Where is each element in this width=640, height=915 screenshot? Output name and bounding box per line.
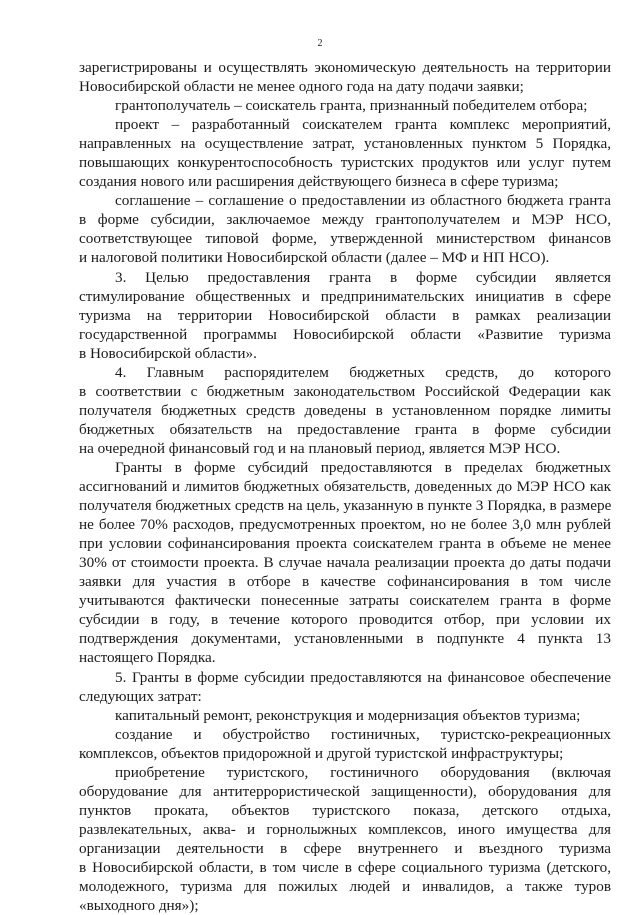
text-line: в форме субсидии, заключаемое между грантополучателем и МЭР НСО, (79, 211, 611, 229)
document-body (79, 58, 611, 915)
text-line: создания нового или расширения действующего бизнеса в сфере туризма; (79, 173, 559, 191)
text-line: и налоговой политики Новосибирской области (далее – МФ и НП НСО). (79, 249, 550, 267)
text-line: «выходного дня»); (79, 897, 199, 915)
text-line: соответствующее типовой форме, утвержденной министерством финансов (79, 230, 611, 248)
text-line: государственной программы Новосибирской области «Развитие туризма (79, 325, 611, 343)
text-line: бюджетных обязательств на предоставление гранта в форме субсидии (79, 420, 611, 438)
text-line: ассигнований и лимитов бюджетных обязательств, доведенных до МЭР НСО как (79, 478, 611, 496)
text-line: комплексов, объектов придорожной и другой туристской инфраструктуры; (79, 744, 564, 762)
text-line: 3. Целью предоставления гранта в форме субсидии является (115, 268, 611, 286)
text-line: получателя бюджетных средств доведены в установленном порядке лимиты (79, 401, 611, 419)
text-line: не более 70% расходов, предусмотренных проектом, но не более 3,0 млн рублей (79, 516, 611, 534)
text-line: 4. Главным распорядителем бюджетных средств, до которого (115, 363, 611, 381)
text-line: повышающих конкурентоспособность туристских продуктов или услуг путем (79, 154, 611, 172)
text-line: Гранты в форме субсидий предоставляются в пределах бюджетных (115, 458, 611, 476)
text-line: 30% от стоимости проекта. В случае начала реализации проекта до даты подачи (79, 554, 611, 572)
text-line: учитываются фактически понесенные затраты соискателем гранта в форме (79, 592, 611, 610)
text-line: настоящего Порядка. (79, 649, 216, 667)
text-line: организации деятельности в сфере внутреннего и въездного туризма (79, 839, 611, 857)
text-line: подтверждения документами, установленными в подпункте 4 пункта 13 (79, 630, 611, 648)
text-line: 5. Гранты в форме субсидии предоставляются на финансовое обеспечение (115, 668, 611, 686)
text-line: зарегистрированы и осуществлять экономическую деятельность на территории (79, 59, 611, 76)
text-line: на очередной финансовый год и на плановый период, является МЭР НСО. (79, 439, 561, 457)
text-line: направленных на осуществление затрат, установленных пунктом 5 Порядка, (79, 135, 611, 153)
text-line: грантополучатель – соискатель гранта, признанный победителем отбора; (115, 97, 588, 115)
text-line: Новосибирской области не менее одного года на дату подачи заявки; (79, 78, 524, 96)
text-line: субсидии в году, в течение которого проводится отбор, при условии их (79, 611, 611, 629)
text-line: пунктов проката, объектов туристского показа, детского отдыха, (79, 801, 611, 819)
text-line: капитальный ремонт, реконструкция и модернизация объектов туризма; (115, 706, 581, 724)
text-line: стимулирование общественных и предпринимательских инициатив в сфере (79, 287, 611, 305)
text-line: получателя бюджетных средств на цель, указанную в пункте 3 Порядка, в размере (79, 497, 611, 515)
text-line: создание и обустройство гостиничных, туристско-рекреационных (115, 725, 611, 743)
text-line: оборудование для антитеррористической защищенности), оборудования для (79, 782, 611, 800)
text-line: заявки для участия в отборе в качестве софинансирования в том числе (79, 573, 611, 591)
text-line: приобретение туристского, гостиничного оборудования (включая (115, 763, 611, 781)
text-line: туризма на территории Новосибирской области в рамках реализации (79, 306, 611, 324)
text-line: при условии софинансирования проекта соискателем гранта в объеме не менее (79, 535, 611, 553)
text-line: в Новосибирской области, в том числе в сфере социального туризма (детского, (79, 858, 611, 876)
text-line: проект – разработанный соискателем гранта комплекс мероприятий, (115, 116, 611, 134)
text-line: соглашение – соглашение о предоставлении из областного бюджета гранта (115, 192, 611, 210)
text-line: молодежного, туризма для пожилых людей и инвалидов, а также туров (79, 878, 611, 896)
text-line: в соответствии с бюджетным законодательством Российской Федерации как (79, 382, 611, 400)
text-line: следующих затрат: (79, 687, 202, 705)
text-line: развлекательных, аква- и горнолыжных комплексов, иного имущества для (79, 820, 611, 838)
text-line: в Новосибирской области». (79, 344, 257, 362)
page-number: 2 (317, 38, 323, 49)
